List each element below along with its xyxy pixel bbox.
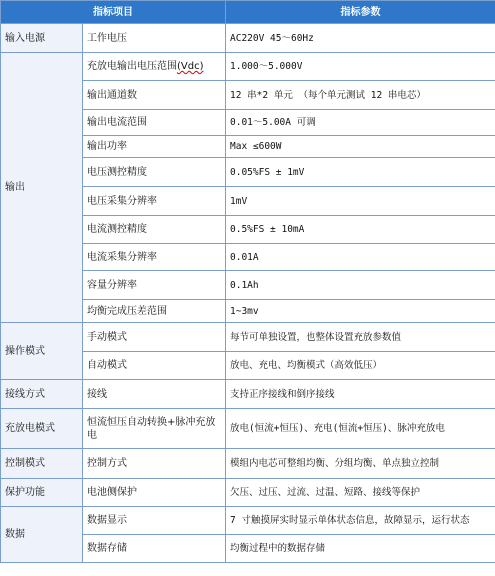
value-cell: 7 寸触摸屏实时显示单体状态信息，故障显示，运行状态: [226, 507, 495, 535]
value-cell: AC220V 45～60Hz: [226, 24, 495, 53]
category-cell: 输入电源: [1, 24, 83, 53]
category-cell: 输出: [1, 53, 83, 323]
value-cell: 0.01～5.00A 可调: [226, 110, 495, 136]
item-cell: 输出电流范围: [83, 110, 226, 136]
value-cell: Max ≤600W: [226, 136, 495, 158]
table-row: [1, 380, 495, 409]
item-cell: 自动模式: [83, 352, 226, 380]
item-cell: 接线: [83, 380, 226, 409]
header-item: 指标项目: [1, 1, 226, 24]
value-cell: 0.05%FS ± 1mV: [226, 158, 495, 187]
item-cell: 数据存储: [83, 535, 226, 563]
item-cell: [83, 53, 226, 81]
item-cell: 数据显示: [83, 507, 226, 535]
header-param: 指标参数: [226, 1, 495, 24]
value-cell: 0.5%FS ± 10mA: [226, 216, 495, 244]
table-row: [1, 24, 495, 53]
value-cell: 12 串*2 单元 （每个单元测试 12 串电芯）: [226, 81, 495, 110]
category-cell: 控制模式: [1, 449, 83, 479]
value-cell: 每节可单独设置，也整体设置充放参数值: [226, 323, 495, 352]
category-cell: 充放电模式: [1, 409, 83, 449]
item-cell: 电流测控精度: [83, 216, 226, 244]
value-cell: 模组内电芯可整组均衡、分组均衡、单点独立控制: [226, 449, 495, 479]
value-cell: 放电、充电、均衡模式（高效低压）: [226, 352, 495, 380]
table-header-row: [1, 1, 495, 24]
item-text: 充放电输出电压范围: [87, 61, 177, 72]
category-cell: 数据: [1, 507, 83, 563]
item-unit: (Vdc): [177, 61, 204, 72]
item-cell: 电流采集分辨率: [83, 244, 226, 271]
category-cell: 保护功能: [1, 479, 83, 507]
item-cell: 电池侧保护: [83, 479, 226, 507]
item-cell: 电压采集分辨率: [83, 187, 226, 216]
item-cell: 输出通道数: [83, 81, 226, 110]
table-row: [1, 409, 495, 449]
value-cell: 均衡过程中的数据存储: [226, 535, 495, 563]
value-cell: 放电(恒流+恒压)、充电(恒流+恒压)、脉冲充放电: [226, 409, 495, 449]
item-cell: 均衡完成压差范围: [83, 300, 226, 323]
table-row: [1, 479, 495, 507]
table-row: [1, 53, 495, 81]
table-row: [1, 507, 495, 535]
value-cell: 0.1Ah: [226, 271, 495, 300]
category-cell: 接线方式: [1, 380, 83, 409]
value-cell: 0.01A: [226, 244, 495, 271]
table-row: [1, 449, 495, 479]
item-cell: 控制方式: [83, 449, 226, 479]
value-cell: 欠压、过压、过流、过温、短路、接线等保护: [226, 479, 495, 507]
category-cell: 操作模式: [1, 323, 83, 380]
item-cell: 电压测控精度: [83, 158, 226, 187]
value-cell: 1mV: [226, 187, 495, 216]
item-cell: 工作电压: [83, 24, 226, 53]
value-cell: 1.000～5.000V: [226, 53, 495, 81]
table-row: [1, 323, 495, 352]
value-cell: 支持正序接线和倒序接线: [226, 380, 495, 409]
item-cell: 容量分辨率: [83, 271, 226, 300]
value-cell: 1~3mv: [226, 300, 495, 323]
item-cell: 恒流恒压自动转换+脉冲充放电: [83, 409, 226, 449]
item-cell: 输出功率: [83, 136, 226, 158]
item-cell: 手动模式: [83, 323, 226, 352]
